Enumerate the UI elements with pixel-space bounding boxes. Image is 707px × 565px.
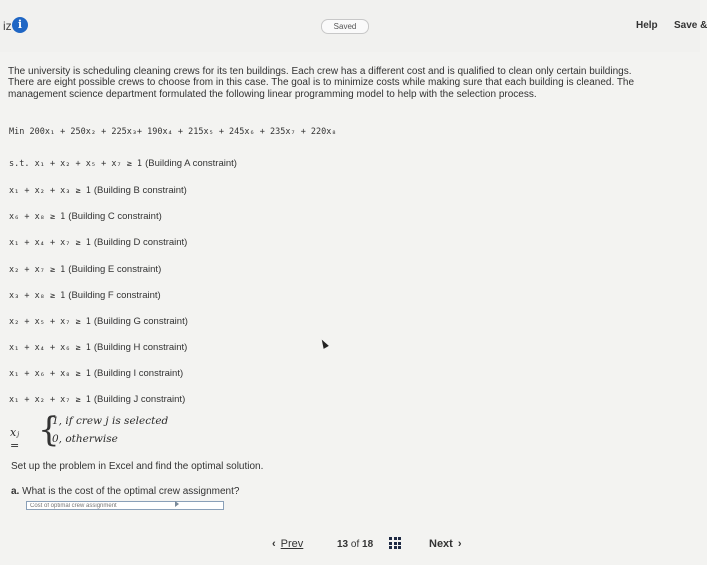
constraint-expression: x₁ + x₄ + x₇ ≥ 1 xyxy=(9,238,91,248)
constraint-label: (Building F constraint) xyxy=(68,290,161,301)
constraint-row xyxy=(9,337,187,351)
constraint-expression: x₁ + x₂ + x₃ ≥ 1 xyxy=(9,186,91,196)
total-pages: 18 xyxy=(362,539,374,550)
prev-button[interactable] xyxy=(272,538,303,550)
objective-function: Min 200x₁ + 250x₂ + 225x₃+ 190x₄ + 215x₅ + 245x₆ + 235x₇ + 220x₈ xyxy=(9,127,337,137)
constraint-row xyxy=(9,285,161,299)
question-grid-icon[interactable] xyxy=(389,537,401,549)
chevron-left-icon: ‹ xyxy=(272,538,276,550)
constraint-label: (Building C constraint) xyxy=(68,211,162,222)
page-indicator xyxy=(337,539,373,550)
constraint-expression: x₃ + x₈ ≥ 1 xyxy=(9,291,66,301)
constraint-row xyxy=(9,180,187,194)
constraint-row xyxy=(9,363,183,377)
cursor-flag-icon xyxy=(175,501,179,507)
of-label: of xyxy=(350,539,360,550)
mouse-pointer-icon xyxy=(319,338,329,349)
constraint-label: (Building B constraint) xyxy=(93,185,187,196)
question-text: What is the cost of the optimal crew assignment? xyxy=(22,486,240,497)
question-a xyxy=(11,486,239,497)
constraint-expression: x₁ + x₄ + x₆ ≥ 1 xyxy=(9,343,91,353)
constraint-expression: x₆ + x₈ ≥ 1 xyxy=(9,212,66,222)
constraint-row xyxy=(9,259,161,273)
constraint-label: (Building I constraint) xyxy=(93,368,184,379)
question-letter: a. xyxy=(11,486,20,497)
save-and-exit-button[interactable]: Save & xyxy=(674,20,707,31)
quiz-title-fragment: iz xyxy=(3,19,12,33)
constraint-label: (Building J constraint) xyxy=(93,394,186,405)
help-button[interactable]: Help xyxy=(636,20,658,31)
next-label: Next xyxy=(429,538,453,550)
constraint-label: (Building H constraint) xyxy=(93,342,188,353)
next-button[interactable] xyxy=(429,538,462,550)
constraint-row xyxy=(9,389,185,403)
constraint-row xyxy=(9,311,188,325)
constraint-expression: s.t. x₁ + x₂ + x₅ + x₇ ≥ 1 xyxy=(9,159,143,169)
answer-input[interactable] xyxy=(26,501,224,510)
chevron-right-icon: › xyxy=(457,538,462,550)
constraint-expression: x₂ + x₅ + x₇ ≥ 1 xyxy=(9,317,91,327)
question-content xyxy=(8,66,648,100)
saved-status-badge: Saved xyxy=(321,19,369,34)
prev-label: Prev xyxy=(280,538,304,550)
piecewise-brace: { xyxy=(38,410,60,450)
constraint-label: (Building D constraint) xyxy=(93,237,188,248)
variable-case-selected: 1, if crew j is selected xyxy=(52,415,169,427)
constraint-label: (Building G constraint) xyxy=(93,316,188,327)
top-bar xyxy=(0,0,707,52)
constraint-row xyxy=(9,153,237,167)
variable-symbol: xⱼ = xyxy=(10,426,20,452)
constraint-row xyxy=(9,232,187,246)
constraint-label: (Building A constraint) xyxy=(145,158,237,169)
info-icon[interactable]: i xyxy=(12,17,28,33)
constraint-row xyxy=(9,206,162,220)
constraint-expression: x₁ + x₆ + x₈ ≥ 1 xyxy=(9,369,91,379)
variable-case-otherwise: 0, otherwise xyxy=(52,433,118,445)
navigation-footer xyxy=(0,525,700,565)
current-page: 13 xyxy=(337,539,349,550)
constraint-label: (Building E constraint) xyxy=(68,264,162,275)
problem-intro: The university is scheduling cleaning crews for its ten buildings. Each crew has a different cost and is qualified to clean only certain buildings. There are eight possible crews to choose from in this case. The goal is to minimize costs while making sure that each building is cleaned. The management science department formulated the following linear programming model to help with the selection process. xyxy=(8,66,635,100)
task-instruction: Set up the problem in Excel and find the optimal solution. xyxy=(11,461,264,472)
constraint-expression: x₁ + x₂ + x₇ ≥ 1 xyxy=(9,395,91,405)
constraint-expression: x₂ + x₇ ≥ 1 xyxy=(9,265,66,275)
